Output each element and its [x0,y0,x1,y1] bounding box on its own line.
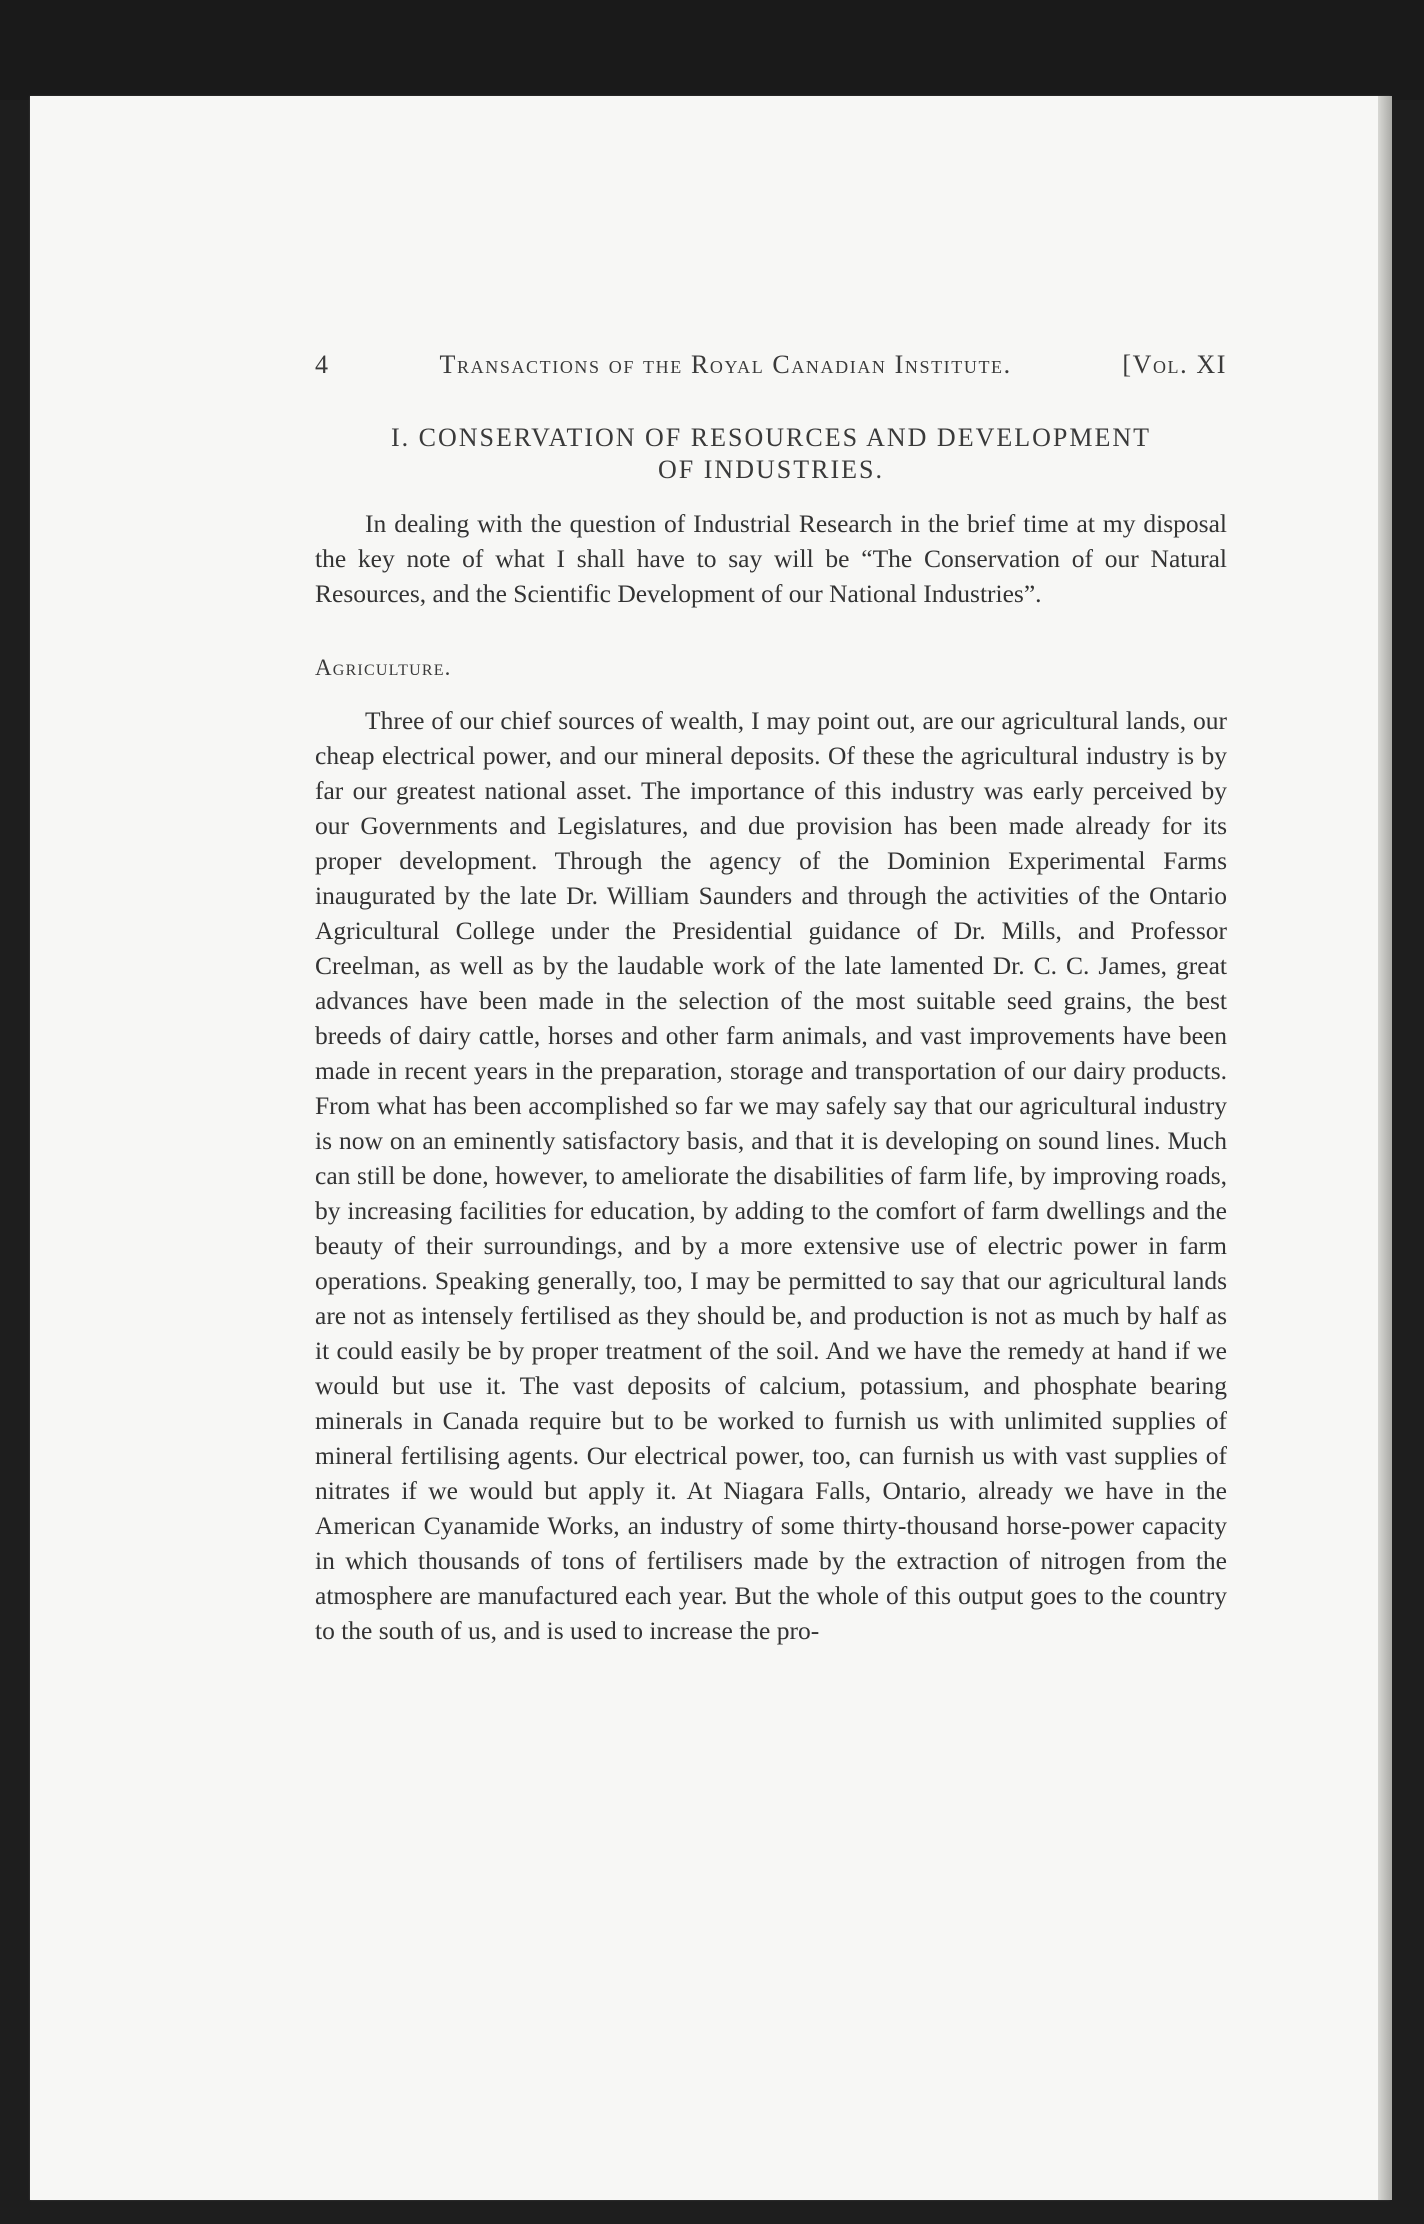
section-heading-line-1: I. CONSERVATION OF RESOURCES AND DEVELOPMENT [390,423,1152,452]
scan-background [0,0,1424,100]
running-head [315,350,1227,380]
page-number: 4 [315,350,329,379]
section-heading [315,422,1227,486]
page-edge [1378,96,1392,2200]
volume-label: [Vol. XI [1122,350,1227,379]
section-heading-line-2: OF INDUSTRIES. [658,455,884,484]
subheading-agriculture: Agriculture. [315,655,452,680]
page-content [315,350,1227,1648]
journal-title: Transactions of the Royal Canadian Institute. [439,350,1012,379]
body-paragraph: Three of our chief sources of wealth, I may point out, are our agricultural lands, our cheap electrical power, and our mineral deposits. Of these the agricultural industry is by far our greatest national asset. The importance of this industry was early perceived by our Governments and Legislatures, and due provision has been made already for its proper development. Through the agency of the Dominion Experimental Farms inaugurated by the late Dr. William Saunders and through the activities of the Ontario Agricultural College under the Presidential guidance of Dr. Mills, and Professor Creelman, as well as by the laudable work of the late lamented Dr. C. C. James, great advances have been made in the selection of the most suitable seed grains, the best breeds of dairy cattle, horses and other farm animals, and vast improvements have been made in recent years in the preparation, storage and transportation of our dairy products. From what has been accomplished so far we may safely say that our agricultural industry is now on an eminently satisfactory basis, and that it is developing on sound lines. Much can still be done, however, to ameliorate the disabilities of farm life, by improving roads, by increasing facilities for education, by adding to the comfort of farm dwellings and the beauty of their surroundings, and by a more extensive use of electric power in farm operations. Speaking generally, too, I may be permitted to say that our agricultural lands are not as intensely fertilised as they should be, and production is not as much by half as it could easily be by proper treatment of the soil. And we have the remedy at hand if we would but use it. The vast deposits of calcium, potassium, and phosphate bearing minerals in Canada require but to be worked to furnish us with unlimited supplies of mineral fertilising agents. Our electrical power, too, can furnish us with vast supplies of nitrates if we would but apply it. At Niagara Falls, Ontario, already we have in the American Cyanamide Works, an industry of some thirty-thousand horse-power capacity in which thousands of tons of fertilisers made by the extraction of nitrogen from the atmosphere are manufactured each year. But the whole of this output goes to the country to the south of us, and is used to increase the pro- [315,706,1227,1645]
intro-paragraph: In dealing with the question of Industrial Research in the brief time at my disposal the key note of what I shall have to say will be “The Conservation of our Natural Resources, and the Scientific Development of our National Industries”. [315,509,1227,608]
